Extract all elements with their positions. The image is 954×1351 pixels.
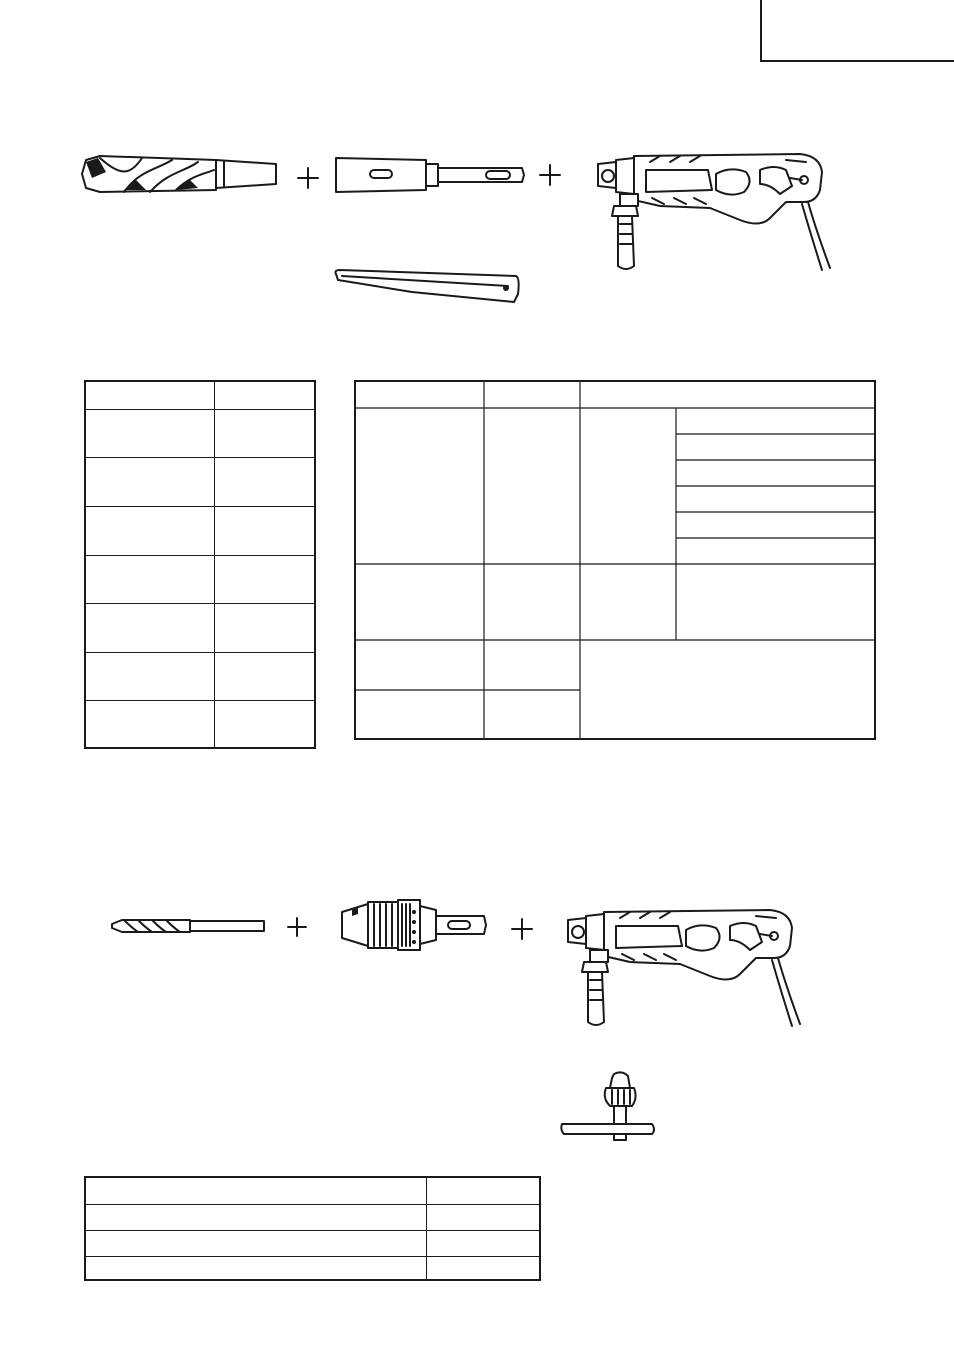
cotter-icon [332, 266, 522, 310]
table-b [354, 380, 878, 742]
table-row [85, 1204, 540, 1230]
drill-bit-icon [108, 914, 268, 938]
table-row [85, 381, 315, 409]
taper-shank-adapter-icon [334, 156, 526, 194]
table-c [84, 1176, 541, 1281]
twisted-drill-bit-icon [80, 150, 280, 200]
table-a [84, 380, 316, 749]
table-row [85, 603, 315, 652]
drill-chuck-icon [336, 898, 488, 952]
rotary-hammer-drill-icon [590, 150, 834, 278]
table-row [85, 1230, 540, 1256]
table-row [85, 652, 315, 700]
table-row [85, 1256, 540, 1280]
table-row [85, 409, 315, 457]
chuck-key-icon [558, 1070, 658, 1144]
table-row [85, 1177, 540, 1204]
table-row [85, 555, 315, 603]
rotary-hammer-drill-icon [560, 906, 804, 1034]
plus-sign-icon [538, 163, 562, 187]
plus-sign-icon [510, 917, 534, 941]
table-row [85, 700, 315, 748]
table-row [85, 506, 315, 555]
plus-sign-icon [286, 916, 308, 938]
table-row [85, 457, 315, 506]
plus-sign-icon [296, 166, 320, 190]
corner-tab [760, 0, 954, 62]
